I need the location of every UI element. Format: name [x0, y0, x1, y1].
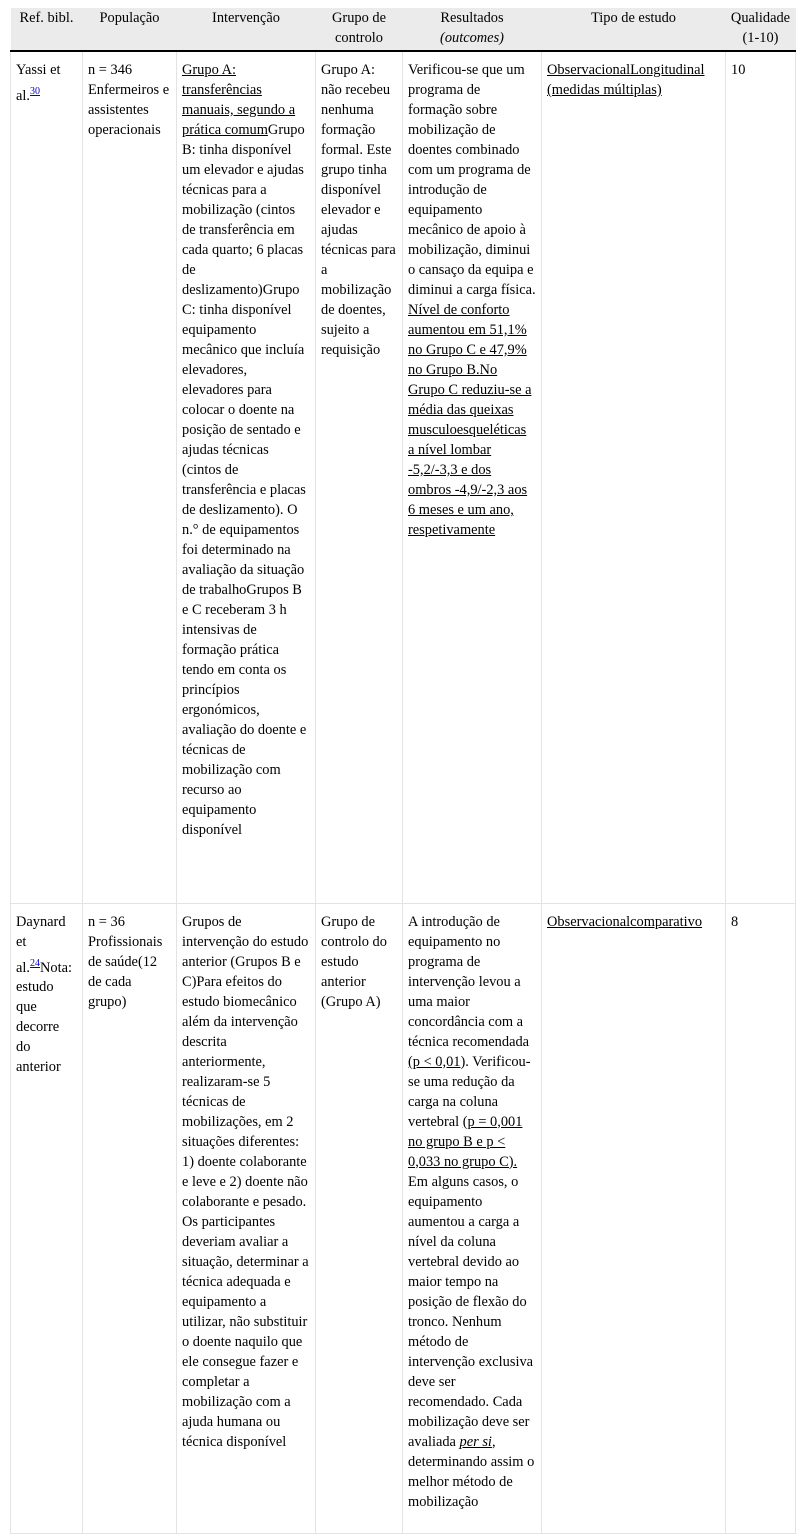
results-cell: Verificou-se que um programa de formação sobre mobilização de doentes combinado com um programa de introdução de equipamento mecânico de apoio à mobilização, diminui o cansaço da equipa e diminui a carga física. Nível de conforto aumentou em 51,1% no Grupo C e 47,9% no Grupo B.No Grupo C reduziu-se a média das queixas musculoesqueléticas a nível lombar -5,2/-3,3 e dos ombros -4,9/-2,3 aos 6 meses e um ano, respetivamente — [403, 51, 542, 903]
citation-link[interactable]: 24 — [29, 957, 40, 969]
header-study-type: Tipo de estudo — [542, 8, 726, 51]
evidence-table — [10, 8, 796, 1534]
results-cell: A introdução de equipamento no programa de intervenção levou a uma maior concordância com a técnica recomendada (p < 0,01). Verificou-se uma redução da carga na coluna vertebral (p = 0,001 no grupo B e p < 0,033 no grupo C). Em alguns casos, o equipamento aumentou a carga a nível da coluna vertebral devido ao maior tempo na posição de flexão do tronco. Nenhum método de intervenção exclusiva deve ser recomendado. Cada mobilização deve ser avaliada per si, determinando assim o melhor método de mobilização — [403, 903, 542, 1533]
header-control: Grupo de controlo — [316, 8, 403, 51]
table-header — [11, 8, 796, 51]
table-row — [11, 903, 796, 1533]
table-row — [11, 51, 796, 903]
header-quality: Qualidade (1-10) — [726, 8, 796, 51]
quality-cell: 10 — [726, 51, 796, 903]
quality-cell: 8 — [726, 903, 796, 1533]
ref-cell: Yassi et al.$^{30}$ — [11, 51, 83, 903]
control-cell: Grupo de controlo do estudo anterior (Grupo A) — [316, 903, 403, 1533]
study-type-cell: Observacionalcomparativo — [542, 903, 726, 1533]
citation-link[interactable]: 30 — [29, 86, 40, 97]
population-cell: n = 346 Enfermeiros e assistentes operacionais — [83, 51, 177, 903]
control-cell: Grupo A: não recebeu nenhuma formação formal. Este grupo tinha disponível elevador e ajudas técnicas para a mobilização de doentes, sujeito a requisição — [316, 51, 403, 903]
header-ref: Ref. bibl. — [11, 8, 83, 51]
population-cell: n = 36 Profissionais de saúde(12 de cada grupo) — [83, 903, 177, 1533]
study-type-cell: ObservacionalLongitudinal (medidas múltiplas) — [542, 51, 726, 903]
intervention-cell: Grupos de intervenção do estudo anterior (Grupos B e C)Para efeitos do estudo biomecânico além da intervenção descrita anteriormente, realizaram-se 5 técnicas de mobilizações, em 2 situações diferentes: 1) doente colaborante e leve e 2) doente não colaborante e pesado. Os participantes deveriam avaliar a situação, determinar a técnica adequada e equipamento a utilizar, não substituir o doente naquilo que ele consegue fazer e completar a mobilização com a ajuda humana ou técnica disponível — [177, 903, 316, 1533]
header-intervention: Intervenção — [177, 8, 316, 51]
ref-cell: Daynard et al.$^{24}$Nota: estudo que decorre do anterior — [11, 903, 83, 1533]
header-results: Resultados (outcomes) — [403, 8, 542, 51]
header-population: População — [83, 8, 177, 51]
intervention-cell: Grupo A: transferências manuais, segundo a prática comumGrupo B: tinha disponível um elevador e ajudas técnicas para a mobilização (cintos de transferência em cada quarto; 6 placas de deslizamento)Grupo C: tinha disponível equipamento mecânico que incluía elevadores, elevadores para colocar o doente na posição de sentado e ajudas técnicas (cintos de transferência e placas de deslizamento). O n.° de equipamentos foi determinado na avaliação da situação de trabalhoGrupos B e C receberam 3 h intensivas de formação prática tendo em conta os princípios ergonómicos, avaliação do doente e técnicas de mobilização com recurso ao equipamento disponível — [177, 51, 316, 903]
